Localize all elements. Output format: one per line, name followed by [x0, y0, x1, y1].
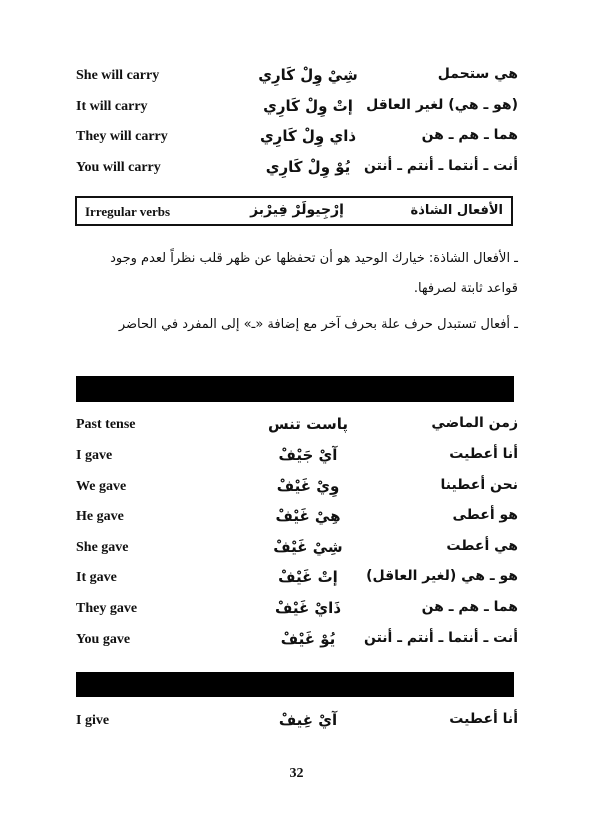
english-text: We gave: [76, 479, 127, 494]
arabic-text: هو ـ هي (لغير العاقل): [366, 568, 518, 584]
english-text: They gave: [76, 601, 138, 616]
arabic-text: (هو ـ هي) لغير العاقل: [366, 97, 518, 113]
transliteration-text: پاست تنس: [267, 415, 349, 433]
transliteration-text: وِيْ غَيْفْ: [276, 477, 340, 495]
arabic-text: هما ـ هم ـ هن: [421, 127, 518, 143]
transliteration-text: يُوْ غَيْفْ: [280, 630, 336, 648]
english-heading: Irregular verbs: [85, 204, 171, 219]
english-text: They will carry: [76, 129, 168, 144]
english-text: Past tense: [76, 417, 136, 432]
transliteration-text: هِيْ غَيْفْ: [275, 507, 341, 525]
transliteration-text: إتْ وِلْ كَارِي: [263, 97, 353, 115]
transliteration-text: شِيْ غَيْفْ: [273, 538, 343, 556]
transliteration-text: ذاي وِلْ كَارِي: [259, 127, 357, 145]
table-row: [76, 632, 518, 656]
transliteration-text: ذَايْ غَيْفْ: [274, 599, 342, 617]
english-text: You will carry: [76, 160, 161, 175]
page-number: 32: [289, 766, 304, 781]
transliteration-text: آيْ جَيْفْ: [278, 446, 338, 464]
table-row: [76, 129, 518, 153]
english-text: I gave: [76, 448, 113, 463]
table-row: [76, 448, 518, 472]
transliteration-heading: إرْجِيولَرْ فِيرْبز: [250, 202, 344, 218]
arabic-text: أنا أعطيت: [449, 711, 518, 727]
arabic-text: هو أعطى: [452, 507, 518, 523]
paragraph-irregular-note: ـ الأفعال الشاذة: خيارك الوحيد هو أن تحفظها عن ظهر قلب نظراً لعدم وجود قواعد ثابتة لصرفها.: [110, 251, 518, 296]
arabic-text: زمن الماضي: [431, 415, 518, 431]
arabic-text: هي ستحمل: [437, 66, 518, 82]
english-text: She gave: [76, 540, 129, 555]
english-text: I give: [76, 713, 110, 728]
table-row: [76, 160, 518, 184]
arabic-heading: الأفعال الشاذة: [410, 203, 503, 218]
section-divider-bar: [76, 376, 514, 402]
irregular-verbs-heading-box: [75, 196, 513, 226]
table-row: [76, 479, 518, 503]
table-row: [76, 601, 518, 625]
english-text: It gave: [76, 570, 117, 585]
table-row: [76, 417, 518, 441]
transliteration-text: شِيْ وِلْ كَارِي: [258, 66, 358, 84]
table-row: [76, 570, 518, 594]
table-row: [76, 68, 518, 92]
arabic-text: نحن أعطينا: [440, 477, 518, 493]
english-text: You gave: [76, 632, 131, 647]
english-text: She will carry: [76, 68, 160, 83]
transliteration-text: آيْ غِيفْ: [278, 711, 338, 729]
arabic-text: أنت ـ أنتما ـ أنتم ـ أنتن: [363, 158, 518, 174]
transliteration-text: إتْ غَيْفْ: [278, 568, 338, 586]
table-row: [76, 509, 518, 533]
english-text: He gave: [76, 509, 124, 524]
arabic-text: أنت ـ أنتما ـ أنتم ـ أنتن: [363, 630, 518, 646]
table-row: [76, 99, 518, 123]
arabic-text: أنا أعطيت: [449, 446, 518, 462]
arabic-text: هي أعطت: [446, 538, 518, 554]
english-text: It will carry: [76, 99, 148, 114]
transliteration-text: يُوْ وِلْ كَارِي: [265, 158, 351, 176]
table-row: [76, 713, 518, 737]
table-row: [76, 540, 518, 564]
arabic-text: هما ـ هم ـ هن: [421, 599, 518, 615]
section-divider-bar: [76, 672, 514, 697]
paragraph-vowel-change-note: ـ أفعال تستبدل حرف علة بحرف آخر مع إضافة «ـ» إلى المفرد في الحاضر: [118, 317, 518, 332]
